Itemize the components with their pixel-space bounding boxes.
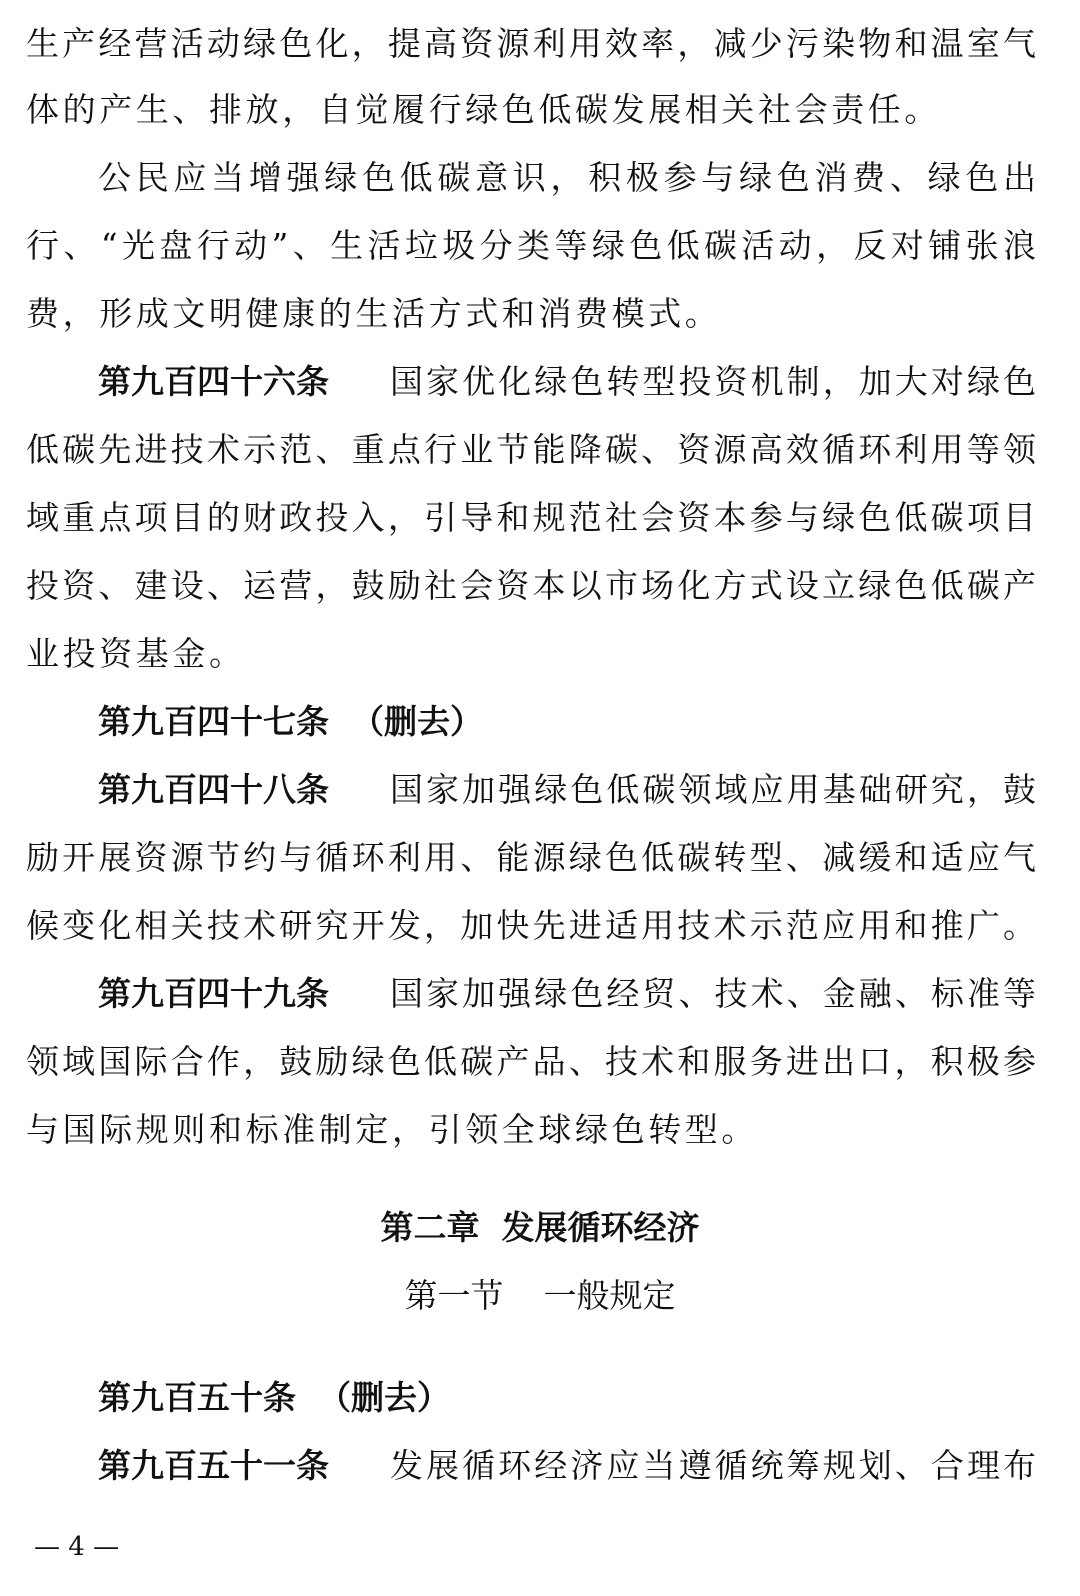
article-title: 第九百四十七条 — [98, 702, 329, 741]
body-text-line: 发展循环经济应当遵循统筹规划、合理布 — [390, 1446, 1036, 1485]
section-heading — [0, 1276, 1080, 1316]
body-text-line: 国家加强绿色低碳领域应用基础研究，鼓 — [390, 770, 1036, 809]
body-text-line: 费，形成文明健康的生活方式和消费模式。 — [26, 294, 722, 333]
article-title: 第九百四十六条 — [98, 362, 329, 401]
body-text-line: 生产经营活动绿色化，提高资源利用效率，减少污染物和温室气 — [26, 24, 1036, 63]
body-text-line: 国家优化绿色转型投资机制，加大对绿色 — [390, 362, 1036, 401]
article-title: 第九百五十条 — [98, 1378, 296, 1417]
page-number: — 4 — — [34, 1532, 120, 1562]
body-text-line: 与国际规则和标准制定，引领全球绿色转型。 — [26, 1110, 758, 1149]
section-title: 一般规定 — [543, 1276, 676, 1315]
article-950 — [98, 1378, 450, 1418]
article-948 — [98, 770, 1036, 810]
body-text-line: 行、“光盘行动”、生活垃圾分类等绿色低碳活动，反对铺张浪 — [26, 226, 1036, 265]
body-text-line: 域重点项目的财政投入，引导和规范社会资本参与绿色低碳项目 — [26, 498, 1036, 537]
chapter-title: 发展循环经济 — [501, 1208, 700, 1247]
article-title: 第九百五十一条 — [98, 1446, 329, 1485]
chapter-label: 第二章 — [380, 1208, 480, 1247]
body-text-line: 业投资基金。 — [26, 634, 246, 673]
article-949 — [98, 974, 1036, 1014]
article-946 — [98, 362, 1036, 402]
body-text-line: 投资、建设、运营，鼓励社会资本以市场化方式设立绿色低碳产 — [26, 566, 1036, 605]
body-text-line: 低碳先进技术示范、重点行业节能降碳、资源高效循环利用等领 — [26, 430, 1036, 469]
chapter-heading — [0, 1208, 1080, 1248]
deleted-marker: （删去） — [351, 702, 483, 741]
article-947 — [98, 702, 483, 742]
body-text-line: 体的产生、排放，自觉履行绿色低碳发展相关社会责任。 — [26, 90, 941, 129]
section-label: 第一节 — [404, 1276, 504, 1315]
body-text-line: 候变化相关技术研究开发，加快先进适用技术示范应用和推广。 — [26, 906, 1036, 945]
body-text-line: 国家加强绿色经贸、技术、金融、标准等 — [390, 974, 1036, 1013]
body-text-line: 励开展资源节约与循环利用、能源绿色低碳转型、减缓和适应气 — [26, 838, 1036, 877]
deleted-marker: （删去） — [318, 1378, 450, 1417]
body-text-line: 领域国际合作，鼓励绿色低碳产品、技术和服务进出口，积极参 — [26, 1042, 1036, 1081]
article-951 — [98, 1446, 1036, 1486]
article-title: 第九百四十八条 — [98, 770, 329, 809]
article-title: 第九百四十九条 — [98, 974, 329, 1013]
body-text-line: 公民应当增强绿色低碳意识，积极参与绿色消费、绿色出 — [98, 158, 1036, 197]
